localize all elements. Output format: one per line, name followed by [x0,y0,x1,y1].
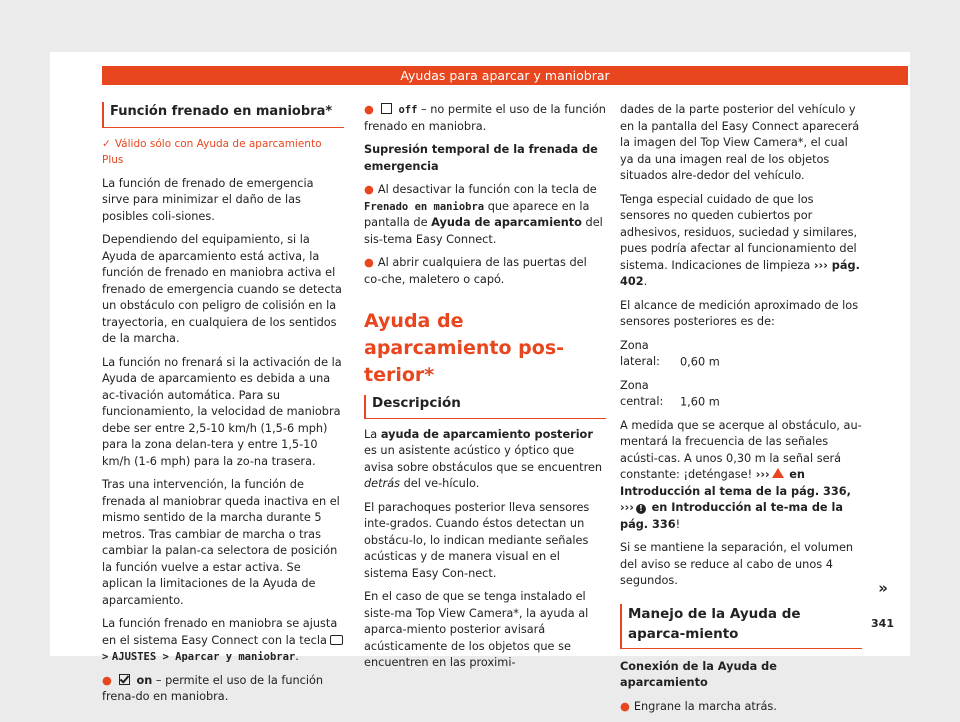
bullet-icon: ● [102,673,112,687]
reference-link[interactable]: en Introducción al tema de la pág. 336, [620,468,851,498]
list-item-off: ● off – no permite el uso de la función frenado en maniobra. [364,103,606,133]
chapter-header: Ayudas para aparcar y maniobrar [102,66,908,85]
validity-note: ✓ Válido sólo con Ayuda de aparcamiento Plus [102,137,322,166]
paragraph: El parachoques posterior lleva sensores inte-grados. Cuando éstos detectan un obstácu-lo, lo indican mediante señales acústicas y de manera visual en el sistema Easy Con-nect. [364,500,590,580]
range-lateral: Zona lateral: 0,60 m [620,338,720,368]
section-heading-frenado: Función frenado en maniobra* [102,102,344,128]
checked-box-icon [119,674,130,685]
list-item: ● Al abrir cualquiera de las puertas del co-che, maletero o capó. [364,256,587,286]
paragraph: En el caso de que se tenga instalado el siste-ma Top View Camera*, la ayuda al aparca-miento posterior avisará acústicamente de los objetos que se encuentren en las proximi- [364,590,589,669]
list-item-on: ● on – permite el uso de la función frena-do en maniobra. [102,673,324,703]
subheading-conexion: Conexión de la Ayuda de aparcamiento [620,659,777,689]
paragraph: El alcance de medición aproximado de los sensores posteriores es de: [620,298,859,328]
subheading-supresion: Supresión temporal de la frenada de emergencia [364,143,598,173]
paragraph: Tenga especial cuidado de que los sensores no queden cubiertos por adhesivos, residuos, suciedad y similares, pues podría afectar al funcionamiento del sistema. Indicaciones de limpieza ››› pág. 402. [620,192,860,288]
bullet-icon: ● [364,256,374,269]
subsection-heading-descripcion: Descripción [364,395,606,419]
empty-box-icon [381,103,392,114]
warning-icon [772,468,784,478]
column-1 [102,102,344,713]
bullet-icon: ● [364,103,374,116]
paragraph: La ayuda de aparcamiento posterior es un asistente acústico y óptico que avisa sobre obstáculos que se encuentren detrás del ve-hículo. [364,427,603,490]
reference-link[interactable]: en Introducción al te-ma de la pág. 336 [620,501,843,531]
manual-page [50,52,910,713]
page-number: 341 [871,617,894,630]
range-central: Zona central: 1,60 m [620,378,720,408]
check-icon: ✓ [102,137,111,150]
list-item: ● Engrane la marcha atrás. [620,699,777,713]
column-3 [620,102,862,722]
paragraph: Si se mantiene la separación, el volumen del aviso se reduce al cabo de unos 4 segundos. [620,541,854,587]
paragraph: La función no frenará si la activación de la Ayuda de aparcamiento es debida a una ac-tivación automática. Para su funcionamiento, la velocidad de maniobra debe ser entre 2,5-10 km/h (1,5-6 mph) para la zona delan-tera y entre 1,5-10 km/h (1-6 mph) para la zo-na trasera. [102,355,342,468]
paragraph: Tras una intervención, la función de frenada al maniobrar queda inactiva en el mismo sentido de la marcha durante 5 metros. Tras cambiar de marcha o tras cambiar la palan-ca selectora de posición la función vuelve a estar activa. Se aplican la limitaciones de la Ayuda de aparcamiento. [102,478,340,607]
list-item: ● Al desactivar la función con la tecla de Frenado en maniobra que aparece en la pantalla de Ayuda de aparcamiento del sis-tema Easy Connect. [364,183,603,246]
continue-arrow-icon: » [878,579,888,597]
subsection-heading-manejo: Manejo de la Ayuda de aparca-miento [620,604,862,649]
bullet-icon: ● [364,183,374,196]
column-2 [364,102,606,679]
info-icon: ! [636,504,646,514]
menu-path: AJUSTES > Aparcar y maniobrar [111,651,296,663]
paragraph: A medida que se acerque al obstáculo, au-mentará la frecuencia de las señales acústi-cas. A unos 0,30 m la señal será constante: ¡deténgase! ››› en Introducción al tema de la pág. 336, ››› ! en Introducción al te-ma de la pág. 336! [620,418,862,531]
car-icon [330,635,343,645]
paragraph: La función de frenado de emergencia sirve para minimizar el daño de las posibles coli-siones. [102,176,314,223]
paragraph: dades de la parte posterior del vehículo y en la pantalla del Easy Connect aparecerá la imagen del Top View Camera*, el cual ya da una imagen real de los objetos situados alre-dedor del vehículo. [620,103,860,182]
bullet-icon: ● [620,699,630,713]
page-reference-link[interactable]: ››› pág. 402 [620,258,860,288]
section-title-ayuda-posterior: Ayuda de aparcamiento pos-terior* [364,310,565,386]
paragraph: La función frenado en maniobra se ajusta en el sistema Easy Connect con la tecla > AJUSTES > Aparcar y maniobrar. [102,616,344,666]
paragraph: Dependiendo del equipamiento, si la Ayuda de aparcamiento está activa, la función de frenado en maniobra activa el frenado de emergencia cuando se detecta un obstáculo con peligro de colisión en la trayectoria, en cualquiera de los sentidos de la marcha. [102,233,342,345]
